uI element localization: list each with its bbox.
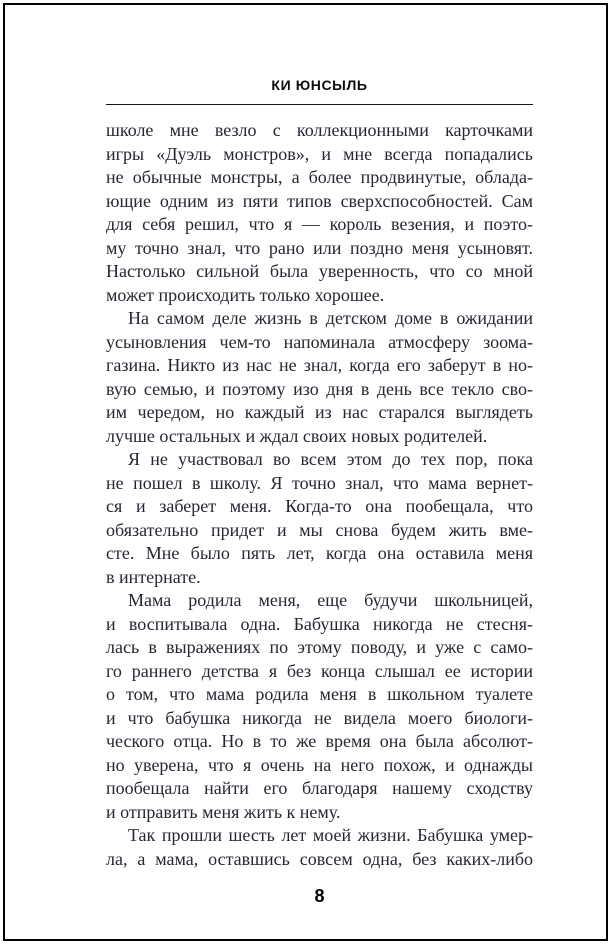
text-line: для себя решил, что я — король везения, и поэто- — [106, 214, 533, 234]
text-line: усыновления чем-то напоминала атмосферу зоома- — [106, 331, 533, 352]
text-line: Мама родила меня, еще будучи школьницей, — [128, 590, 533, 610]
paragraph — [106, 448, 533, 589]
header-rule — [106, 104, 533, 105]
page-body-text — [106, 119, 533, 871]
paragraph — [106, 119, 533, 307]
text-line: игры «Дуэль монстров», и мне всегда попадались — [106, 143, 533, 164]
paragraph — [106, 589, 533, 824]
text-line: Настолько сильной была уверенность, что со мной — [106, 261, 533, 281]
text-line: в интернате. — [106, 566, 201, 587]
text-line: Я не участвовал во всем этом до тех пор, пока — [128, 449, 533, 469]
text-line: На самом деле жизнь в детском доме в ожидании — [128, 308, 533, 328]
text-line: обязательно придет и мы снова будем жить вме- — [106, 519, 533, 540]
text-line: му точно знал, что рано или поздно меня усыновят. — [106, 237, 533, 258]
text-line: но уверена, что я очень на него похож, и однажды — [106, 754, 533, 775]
paragraph — [106, 307, 533, 448]
text-line: не пошел в школу. Я точно знал, что мама вернет- — [106, 472, 533, 493]
text-line: может происходить только хорошее. — [106, 284, 385, 305]
text-line: ческого отца. Но в то же время она была абсолют- — [106, 731, 533, 751]
text-line: им чередом, но каждый из нас старался выглядеть — [106, 402, 533, 422]
text-line: и что бабушка никогда не видела моего биологи- — [106, 707, 533, 728]
text-line: и воспитывала одна. Бабушка никогда не стесня- — [106, 613, 533, 634]
text-line: о том, что мама родила меня в школьном туалете — [106, 684, 533, 704]
page-number: 8 — [314, 886, 325, 906]
running-header-author: КИ ЮНСЫЛЬ — [271, 77, 368, 93]
text-line: лучше остальных и ждал своих новых родителей. — [106, 425, 488, 446]
text-line: и отправить меня жить к нему. — [106, 801, 341, 822]
text-line: лась в выражениях по этому поводу, и уже с само- — [106, 637, 533, 657]
text-line: пообещала найти его благодаря нашему сходству — [106, 778, 533, 798]
paragraph — [106, 824, 533, 871]
text-line: го раннего детства я без конца слышал ее истории — [106, 660, 533, 681]
text-line: сте. Мне было пять лет, когда она оставила меня — [106, 543, 533, 563]
text-line: ся и заберет меня. Когда-то она пообещала, что — [106, 496, 533, 516]
text-line: ющие одним из пяти типов сверхспособностей. Сам — [106, 190, 533, 211]
text-line: вую семью, и поэтому изо дня в день все текло сво- — [106, 378, 533, 399]
text-line: ла, а мама, оставшись совсем одна, без каких-либо — [106, 848, 533, 869]
text-line: Так прошли шесть лет моей жизни. Бабушка умер- — [128, 825, 533, 845]
text-line: газина. Никто из нас не знал, когда его заберут в но- — [106, 355, 533, 375]
text-line: не обычные монстры, а более продвинутые, облада- — [106, 167, 533, 187]
text-line: школе мне везло с коллекционными карточками — [106, 120, 533, 140]
